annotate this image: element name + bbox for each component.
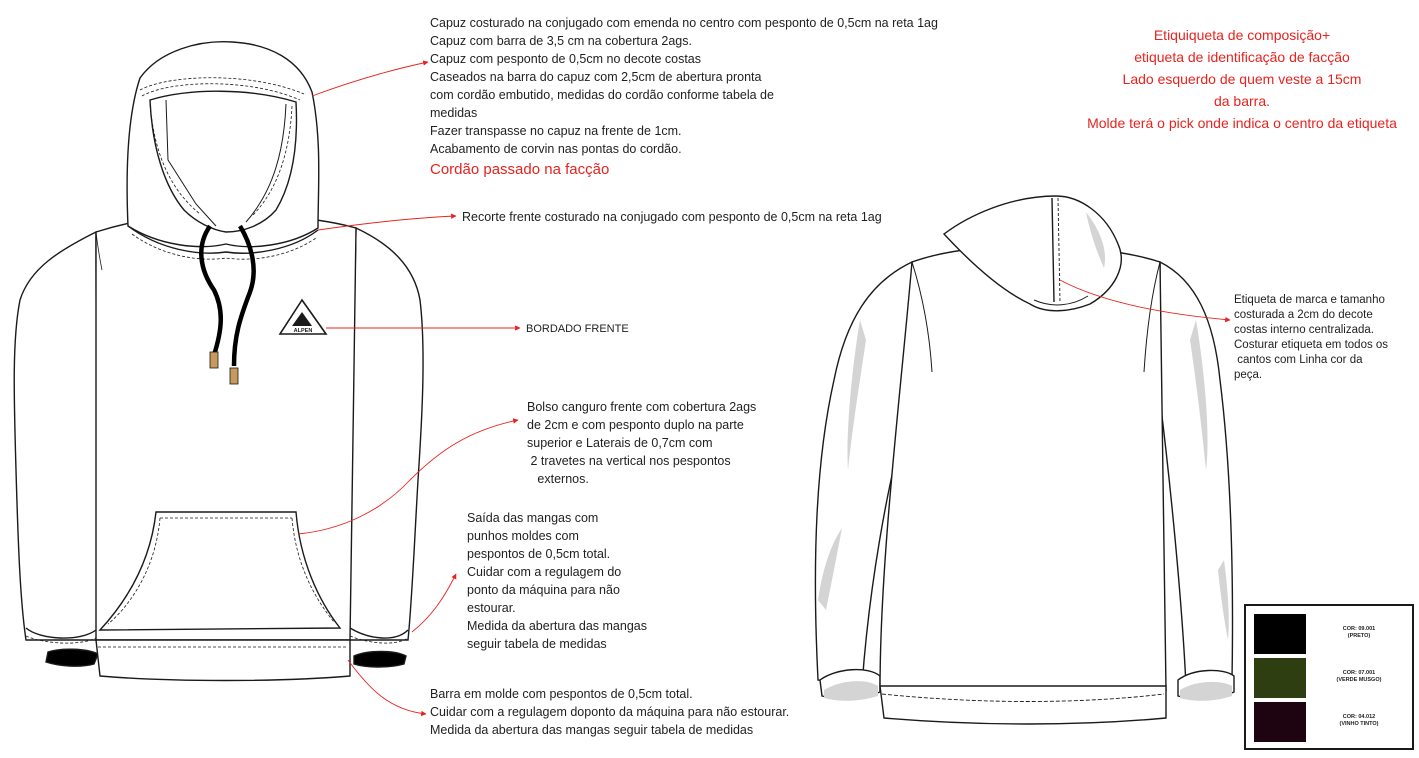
- saida-note-line: pespontos de 0,5cm total.: [467, 547, 611, 561]
- back-body: [880, 246, 1166, 690]
- saida-note-line: Cuidar com a regulagem do: [467, 565, 622, 579]
- etiqueta-note-line: etiqueta de identificação de facção: [1134, 49, 1350, 65]
- bolso-note-line: 2 travetes na vertical nos pespontos: [527, 454, 731, 468]
- etiqueta-notes: [1072, 24, 1412, 134]
- marca-note-line: Etiqueta de marca e tamanho: [1234, 294, 1385, 306]
- front-left-sleeve: [14, 232, 98, 640]
- hood-note-line: Acabamento de corvin nas pontas do cordão.: [430, 142, 682, 156]
- swatch-row: [1254, 658, 1408, 698]
- back-hoodie: [815, 196, 1234, 724]
- swatch-name: (VERDE MUSGO): [1336, 677, 1382, 683]
- saida-note-line: Medida da abertura das mangas: [467, 619, 647, 633]
- hood-note-line: Capuz costurado na conjugado com emenda no centro com pesponto de 0,5cm na reta 1ag: [430, 16, 938, 30]
- leader-saida: [412, 574, 456, 632]
- leader-hood: [312, 62, 428, 96]
- front-right-sleeve: [348, 228, 423, 640]
- barra-notes: [430, 685, 789, 739]
- front-left-cuff: [46, 649, 98, 666]
- swatch-color-box[interactable]: [1254, 702, 1306, 742]
- etiqueta-note-line: Lado esquerdo de quem veste a 15cm: [1122, 71, 1362, 87]
- etiqueta-note-line: Etiquiqueta de composição+: [1153, 27, 1331, 43]
- hood-notes: [430, 14, 938, 179]
- etiqueta-note-line: da barra.: [1213, 93, 1271, 109]
- swatch-color-box[interactable]: [1254, 658, 1306, 698]
- marca-notes: [1234, 293, 1388, 383]
- saida-note-line: seguir tabela de medidas: [467, 637, 607, 651]
- saida-note-line: Saída das mangas com: [467, 511, 599, 525]
- hood-note-line: medidas: [430, 106, 478, 120]
- hood-note-line: Capuz com barra de 3,5 cm na cobertura 2ags.: [430, 34, 692, 48]
- barra-note-line: Barra em molde com pespontos de 0,5cm total.: [430, 687, 693, 701]
- recorte-note: [462, 208, 882, 226]
- hood-note-line: Caseados na barra do capuz com 2,5cm de abertura pronta: [430, 70, 762, 84]
- etiqueta-note-line: Molde terá o pick onde indica o centro da etiqueta: [1087, 115, 1397, 131]
- front-right-cuff: [354, 652, 406, 668]
- swatch-code: COR: 07.001: [1342, 670, 1376, 676]
- swatch-label: [1310, 714, 1408, 728]
- swatch-row: [1254, 614, 1408, 654]
- bolso-notes: [527, 398, 756, 488]
- marca-note-line: costas interno centralizada.: [1234, 324, 1374, 336]
- barra-note-line: Medida da abertura das mangas seguir tabela de medidas: [430, 723, 754, 737]
- swatch-code: COR: 04.012: [1342, 714, 1376, 720]
- bolso-note-line: externos.: [527, 472, 589, 486]
- marca-note-line: costurada a 2cm do decote: [1234, 309, 1373, 321]
- color-swatch-panel: [1244, 604, 1414, 750]
- bordado-note-text: BORDADO FRENTE: [526, 323, 629, 335]
- swatch-code: COR: 09.001: [1342, 626, 1376, 632]
- back-waistband: [880, 686, 1166, 724]
- saida-notes: [467, 509, 647, 653]
- recorte-note-text: Recorte frente costurado na conjugado com pesponto de 0,5cm na reta 1ag: [462, 210, 882, 224]
- marca-note-line: cantos com Linha cor da: [1234, 354, 1363, 366]
- alpen-logo-text: ALPEN: [293, 328, 313, 334]
- hood-note-line: Fazer transpasse no capuz na frente de 1cm.: [430, 124, 682, 138]
- barra-note-line: Cuidar com a regulagem doponto da máquina para não estourar.: [430, 705, 790, 719]
- swatch-name: (VINHO TINTO): [1339, 721, 1379, 727]
- leader-barra: [348, 660, 426, 714]
- drawstring-left-tip: [210, 352, 218, 368]
- swatch-label: [1310, 626, 1408, 640]
- hood-note-line: com cordão embutido, medidas do cordão conforme tabela de: [430, 88, 774, 102]
- front-hoodie: [14, 42, 423, 681]
- saida-note-line: ponto da máquina para não: [467, 583, 620, 597]
- bolso-note-line: superior e Laterais de 0,7cm com: [527, 436, 713, 450]
- marca-note-line: peça.: [1234, 369, 1263, 381]
- swatch-label: [1310, 670, 1408, 684]
- saida-note-line: estourar.: [467, 601, 516, 615]
- hood-emphasis-note: Cordão passado na facção: [430, 161, 610, 178]
- swatch-row: [1254, 702, 1408, 742]
- swatch-color-box[interactable]: [1254, 614, 1306, 654]
- bolso-note-line: Bolso canguro frente com cobertura 2ags: [527, 400, 757, 414]
- drawstring-right-tip: [230, 368, 238, 384]
- marca-note-line: Costurar etiqueta em todos os: [1234, 339, 1389, 351]
- swatch-name: (PRETO): [1347, 633, 1371, 639]
- saida-note-line: punhos moldes com: [467, 529, 579, 543]
- hood-note-line: Capuz com pesponto de 0,5cm no decote costas: [430, 52, 701, 66]
- bolso-note-line: de 2cm e com pesponto duplo na parte: [527, 418, 744, 432]
- front-waistband: [96, 640, 350, 681]
- bordado-note: [526, 320, 629, 338]
